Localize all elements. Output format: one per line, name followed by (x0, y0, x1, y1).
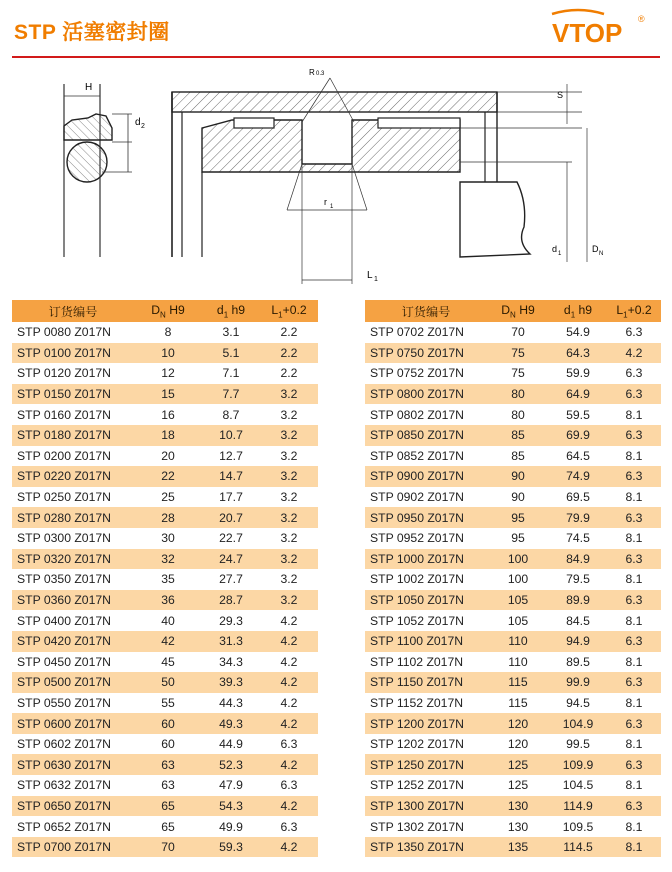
cell-order-code: STP 1200 Z017N (365, 713, 487, 734)
cell-d1: 10.7 (202, 425, 260, 446)
cell-dn: 90 (487, 466, 549, 487)
cell-d1: 64.3 (549, 343, 607, 364)
cell-l1: 3.2 (260, 507, 318, 528)
cell-dn: 85 (511, 448, 525, 463)
cell-dn: 22 (134, 466, 202, 487)
cell-order-code: STP 0320 Z017N (12, 549, 134, 570)
cell-dn: 115 (508, 695, 528, 710)
table-header-row (365, 300, 661, 322)
cell-l1: 6.3 (607, 754, 661, 775)
cell-l1: 8.1 (625, 737, 643, 752)
cell-dn: 15 (134, 384, 202, 405)
cell-l1: 6.3 (607, 466, 661, 487)
cell-l1: 2.2 (260, 343, 318, 364)
cell-dn: 75 (487, 343, 549, 364)
cell-dn: 80 (511, 407, 525, 422)
cell-l1: 3.2 (260, 549, 318, 570)
cell-order-code: STP 0750 Z017N (365, 343, 487, 364)
cell-l1: 8.1 (625, 490, 643, 505)
table-row (365, 796, 661, 817)
cell-l1: 6.3 (607, 796, 661, 817)
cell-d1: 7.7 (202, 384, 260, 405)
cell-dn: 85 (487, 425, 549, 446)
cell-order-code: STP 0630 Z017N (12, 754, 134, 775)
cell-l1: 3.2 (260, 590, 318, 611)
label-l1: L (367, 270, 373, 281)
table-row (365, 343, 661, 364)
cell-order-code: STP 0160 Z017N (17, 407, 111, 422)
cell-d1: 94.9 (549, 631, 607, 652)
cell-l1: 6.3 (607, 425, 661, 446)
cell-dn: 125 (487, 754, 549, 775)
cell-l1: 3.2 (280, 572, 298, 587)
cell-d1: 104.9 (549, 713, 607, 734)
cell-l1: 8.1 (625, 448, 643, 463)
table-row (365, 322, 661, 343)
cell-order-code: STP 0500 Z017N (12, 672, 134, 693)
cell-l1: 6.3 (625, 366, 643, 381)
cell-dn: 35 (161, 572, 175, 587)
cell-dn: 55 (161, 695, 175, 710)
cell-d1: 114.5 (549, 837, 607, 858)
cell-dn: 115 (487, 672, 549, 693)
cell-dn: 120 (487, 713, 549, 734)
cell-d1: 94.5 (566, 695, 590, 710)
header-order-code: 订货编号 (365, 300, 487, 322)
cell-d1: 47.9 (219, 778, 243, 793)
cell-d1: 28.7 (202, 590, 260, 611)
cell-order-code: STP 1002 Z017N (370, 572, 464, 587)
cell-d1: 89.5 (566, 654, 590, 669)
label-r-sub: 0.3 (316, 71, 325, 77)
label-d2: d (135, 117, 141, 128)
cell-d1: 59.9 (566, 366, 590, 381)
table-row (365, 816, 661, 837)
cell-d1: 39.3 (202, 672, 260, 693)
cell-order-code: STP 1300 Z017N (365, 796, 487, 817)
page-title: STP 活塞密封圈 (14, 21, 170, 44)
table-row (365, 549, 661, 570)
cell-order-code: STP 0950 Z017N (365, 507, 487, 528)
table-row (12, 322, 318, 343)
cell-dn: 130 (487, 796, 549, 817)
table-row (12, 404, 318, 425)
label-s: S (557, 90, 564, 100)
header-dn: $D_N$ H9 (134, 300, 202, 322)
cell-d1: 20.7 (202, 507, 260, 528)
table-row (12, 631, 318, 652)
cell-order-code: STP 0300 Z017N (17, 531, 111, 546)
table-row (12, 693, 318, 714)
cell-l1: 8.1 (625, 654, 643, 669)
table-row (365, 466, 661, 487)
cell-dn: 18 (134, 425, 202, 446)
cell-l1: 2.2 (280, 366, 298, 381)
cell-l1: 6.3 (607, 507, 661, 528)
cell-l1: 3.2 (260, 384, 318, 405)
cell-order-code: STP 0450 Z017N (17, 654, 111, 669)
header-d1: $d_1$ h9 (202, 300, 260, 322)
label-h: H (85, 82, 93, 93)
table-row (365, 404, 661, 425)
label-r: R (309, 68, 315, 77)
cell-l1: 6.3 (280, 737, 298, 752)
cell-l1: 3.2 (280, 531, 298, 546)
cell-l1: 4.2 (260, 837, 318, 858)
cell-l1: 4.2 (280, 613, 298, 628)
cell-d1: 49.3 (202, 713, 260, 734)
cell-l1: 3.2 (260, 466, 318, 487)
cell-d1: 79.9 (549, 507, 607, 528)
cell-dn: 30 (161, 531, 175, 546)
cell-order-code: STP 1302 Z017N (370, 819, 464, 834)
header-rule (12, 56, 660, 58)
label-r1: r (324, 197, 327, 207)
housing-section (172, 92, 497, 257)
cell-l1: 4.2 (260, 713, 318, 734)
table-row (12, 610, 318, 631)
cell-l1: 3.2 (280, 490, 298, 505)
cell-d1: 24.7 (202, 549, 260, 570)
cell-d1: 29.3 (219, 613, 243, 628)
cell-d1: 59.3 (202, 837, 260, 858)
table-row (12, 569, 318, 590)
cell-order-code: STP 0280 Z017N (12, 507, 134, 528)
cell-l1: 4.2 (260, 672, 318, 693)
cell-dn: 36 (134, 590, 202, 611)
cell-dn: 45 (161, 654, 175, 669)
piston-section (202, 118, 530, 257)
table-row (365, 652, 661, 673)
cell-d1: 44.9 (219, 737, 243, 752)
cell-order-code: STP 0120 Z017N (17, 366, 111, 381)
cell-l1: 3.2 (280, 407, 298, 422)
cell-d1: 59.5 (566, 407, 590, 422)
label-l1-sub: 1 (374, 276, 378, 283)
cell-d1: 84.9 (549, 549, 607, 570)
cell-order-code: STP 0850 Z017N (365, 425, 487, 446)
cell-l1: 3.2 (260, 425, 318, 446)
cell-l1: 8.1 (625, 613, 643, 628)
table-row (365, 590, 661, 611)
cell-order-code: STP 1202 Z017N (370, 737, 464, 752)
table-row (12, 487, 318, 508)
cell-d1: 17.7 (219, 490, 243, 505)
cell-d1: 69.5 (566, 490, 590, 505)
cell-order-code: STP 0650 Z017N (12, 796, 134, 817)
table-row (12, 734, 318, 755)
cell-order-code: STP 1000 Z017N (365, 549, 487, 570)
cell-d1: 64.5 (566, 448, 590, 463)
cell-d1: 54.3 (202, 796, 260, 817)
cell-l1: 8.1 (625, 407, 643, 422)
cell-dn: 130 (507, 819, 529, 834)
cell-l1: 4.2 (280, 695, 298, 710)
table-row (12, 754, 318, 775)
cell-d1: 7.1 (222, 366, 240, 381)
label-d2-sub: 2 (141, 123, 145, 130)
table-row (365, 775, 661, 796)
cell-dn: 65 (161, 819, 175, 834)
table-row (12, 590, 318, 611)
cell-order-code: STP 0902 Z017N (370, 490, 464, 505)
cell-dn: 10 (134, 343, 202, 364)
table-row (365, 693, 661, 714)
cell-dn: 8 (164, 325, 172, 340)
header-d1: $d_1$ h9 (549, 300, 607, 322)
cell-d1: 52.3 (202, 754, 260, 775)
cell-order-code: STP 1150 Z017N (365, 672, 487, 693)
table-row (12, 343, 318, 364)
cell-d1: 14.7 (202, 466, 260, 487)
cell-l1: 4.2 (260, 796, 318, 817)
cell-l1: 4.2 (260, 754, 318, 775)
table-row (12, 425, 318, 446)
cell-order-code: STP 0200 Z017N (17, 448, 111, 463)
table-header-row (12, 300, 318, 322)
cell-order-code: STP 0420 Z017N (12, 631, 134, 652)
cell-order-code: STP 0080 Z017N (17, 325, 111, 340)
cell-dn: 32 (134, 549, 202, 570)
cell-dn: 95 (487, 507, 549, 528)
cell-order-code: STP 1252 Z017N (370, 778, 464, 793)
cell-d1: 104.5 (562, 778, 594, 793)
cell-dn: 125 (507, 778, 529, 793)
cell-d1: 49.9 (219, 819, 243, 834)
cell-order-code: STP 0900 Z017N (365, 466, 487, 487)
cell-order-code: STP 0400 Z017N (17, 613, 111, 628)
table-row (365, 425, 661, 446)
cell-l1: 4.2 (607, 343, 661, 364)
header-order-code: 订货编号 (12, 300, 134, 322)
cell-d1: 3.1 (222, 325, 240, 340)
cell-d1: 69.9 (549, 425, 607, 446)
table-row (12, 384, 318, 405)
cell-d1: 31.3 (202, 631, 260, 652)
cell-dn: 25 (161, 490, 175, 505)
cell-order-code: STP 0550 Z017N (17, 695, 111, 710)
cell-d1: 27.7 (219, 572, 243, 587)
cell-l1: 6.3 (607, 631, 661, 652)
label-dn: D (592, 244, 599, 254)
table-row (365, 754, 661, 775)
cell-order-code: STP 1152 Z017N (370, 695, 464, 710)
cell-d1: 109.5 (562, 819, 594, 834)
label-d1-sub: 1 (558, 251, 562, 257)
cell-d1: 84.5 (566, 613, 590, 628)
label-r1-sub: 1 (330, 204, 334, 210)
cell-order-code: STP 0360 Z017N (12, 590, 134, 611)
table-row (12, 796, 318, 817)
cell-order-code: STP 1052 Z017N (370, 613, 464, 628)
cell-d1: 74.9 (549, 466, 607, 487)
cell-d1: 79.5 (566, 572, 590, 587)
cell-dn: 70 (511, 325, 525, 340)
cell-dn: 105 (507, 613, 529, 628)
table-row (365, 713, 661, 734)
cell-dn: 105 (487, 590, 549, 611)
cell-order-code: STP 0632 Z017N (17, 778, 111, 793)
logo-registered-mark: ® (638, 14, 645, 24)
header-l1: $L_1+0.2$ (260, 300, 318, 322)
cell-l1: 6.3 (607, 384, 661, 405)
seal-cross-section-drawing (12, 62, 660, 288)
cell-order-code: STP 1102 Z017N (370, 654, 464, 669)
cell-order-code: STP 0250 Z017N (17, 490, 111, 505)
table-row (12, 652, 318, 673)
cell-dn: 70 (134, 837, 202, 858)
table-row (12, 816, 318, 837)
cell-l1: 6.3 (607, 549, 661, 570)
cell-l1: 6.3 (625, 325, 643, 340)
table-row (12, 507, 318, 528)
table-row (365, 631, 661, 652)
cell-l1: 8.1 (607, 837, 661, 858)
cell-dn: 110 (487, 631, 549, 652)
cell-order-code: STP 0752 Z017N (370, 366, 464, 381)
table-row (365, 507, 661, 528)
cell-l1: 6.3 (280, 778, 298, 793)
table-row (365, 487, 661, 508)
cell-l1: 3.2 (280, 448, 298, 463)
cell-dn: 75 (511, 366, 525, 381)
cell-d1: 74.5 (566, 531, 590, 546)
cell-dn: 65 (134, 796, 202, 817)
cell-l1: 8.1 (625, 531, 643, 546)
cell-order-code: STP 1050 Z017N (365, 590, 487, 611)
table-row (365, 672, 661, 693)
table-row (12, 446, 318, 467)
cell-dn: 42 (134, 631, 202, 652)
cell-dn: 16 (161, 407, 175, 422)
vtop-logo (548, 8, 648, 50)
cell-dn: 120 (507, 737, 529, 752)
cell-d1: 54.9 (566, 325, 590, 340)
cell-order-code: STP 0180 Z017N (12, 425, 134, 446)
cell-order-code: STP 0350 Z017N (17, 572, 111, 587)
table-row (12, 363, 318, 384)
cell-order-code: STP 0702 Z017N (370, 325, 464, 340)
cell-d1: 8.7 (222, 407, 240, 422)
table-row (12, 837, 318, 858)
cell-order-code: STP 0852 Z017N (370, 448, 464, 463)
dimension-table-left (12, 300, 318, 857)
table-row (12, 775, 318, 796)
cell-l1: 8.1 (625, 819, 643, 834)
table-row (12, 713, 318, 734)
cell-order-code: STP 1100 Z017N (365, 631, 487, 652)
cell-d1: 64.9 (549, 384, 607, 405)
cell-dn: 60 (134, 713, 202, 734)
cell-l1: 6.3 (607, 713, 661, 734)
cell-l1: 8.1 (625, 695, 643, 710)
cell-d1: 99.5 (566, 737, 590, 752)
table-row (365, 610, 661, 631)
cell-order-code: STP 0150 Z017N (12, 384, 134, 405)
cell-order-code: STP 0100 Z017N (12, 343, 134, 364)
table-row (365, 569, 661, 590)
table-row (12, 672, 318, 693)
cell-order-code: STP 0952 Z017N (370, 531, 464, 546)
logo-text: VTOP (552, 18, 623, 48)
cell-l1: 6.3 (607, 590, 661, 611)
cell-d1: 109.9 (549, 754, 607, 775)
cell-dn: 100 (507, 572, 529, 587)
cell-dn: 63 (134, 754, 202, 775)
cell-dn: 28 (134, 507, 202, 528)
header-l1: $L_1+0.2$ (607, 300, 661, 322)
cell-dn: 110 (508, 654, 528, 669)
cell-dn: 80 (487, 384, 549, 405)
cell-order-code: STP 1250 Z017N (365, 754, 487, 775)
cell-d1: 44.3 (219, 695, 243, 710)
cell-d1: 22.7 (219, 531, 243, 546)
table-row (365, 446, 661, 467)
cell-l1: 6.3 (607, 672, 661, 693)
cell-dn: 20 (161, 448, 175, 463)
cell-l1: 8.1 (625, 572, 643, 587)
cell-dn: 100 (487, 549, 549, 570)
cell-l1: 6.3 (280, 819, 298, 834)
table-row (365, 734, 661, 755)
cell-order-code: STP 1350 Z017N (365, 837, 487, 858)
cell-d1: 89.9 (549, 590, 607, 611)
cell-d1: 114.9 (549, 796, 607, 817)
cell-dn: 40 (161, 613, 175, 628)
cell-l1: 8.1 (625, 778, 643, 793)
cell-dn: 63 (161, 778, 175, 793)
table-row (12, 528, 318, 549)
cell-l1: 4.2 (280, 654, 298, 669)
cell-dn: 135 (487, 837, 549, 858)
seal-profile (64, 82, 145, 257)
cell-l1: 4.2 (260, 631, 318, 652)
header-dn: $D_N$ H9 (487, 300, 549, 322)
cell-l1: 2.2 (280, 325, 298, 340)
cell-d1: 5.1 (202, 343, 260, 364)
table-row (365, 528, 661, 549)
cell-order-code: STP 0802 Z017N (370, 407, 464, 422)
cell-dn: 50 (134, 672, 202, 693)
table-row (365, 363, 661, 384)
cell-order-code: STP 0220 Z017N (12, 466, 134, 487)
cell-order-code: STP 0700 Z017N (12, 837, 134, 858)
cell-dn: 95 (511, 531, 525, 546)
cell-d1: 99.9 (549, 672, 607, 693)
cell-order-code: STP 0602 Z017N (17, 737, 111, 752)
cell-d1: 12.7 (219, 448, 243, 463)
cell-order-code: STP 0652 Z017N (17, 819, 111, 834)
label-dn-sub: N (599, 251, 604, 257)
table-row (365, 837, 661, 858)
cell-order-code: STP 0600 Z017N (12, 713, 134, 734)
cell-dn: 60 (161, 737, 175, 752)
cell-d1: 34.3 (219, 654, 243, 669)
dimension-table-right (365, 300, 661, 857)
table-row (12, 466, 318, 487)
cell-dn: 90 (511, 490, 525, 505)
table-row (12, 549, 318, 570)
cell-dn: 12 (161, 366, 175, 381)
table-row (365, 384, 661, 405)
cell-order-code: STP 0800 Z017N (365, 384, 487, 405)
label-d1: d (552, 244, 558, 254)
